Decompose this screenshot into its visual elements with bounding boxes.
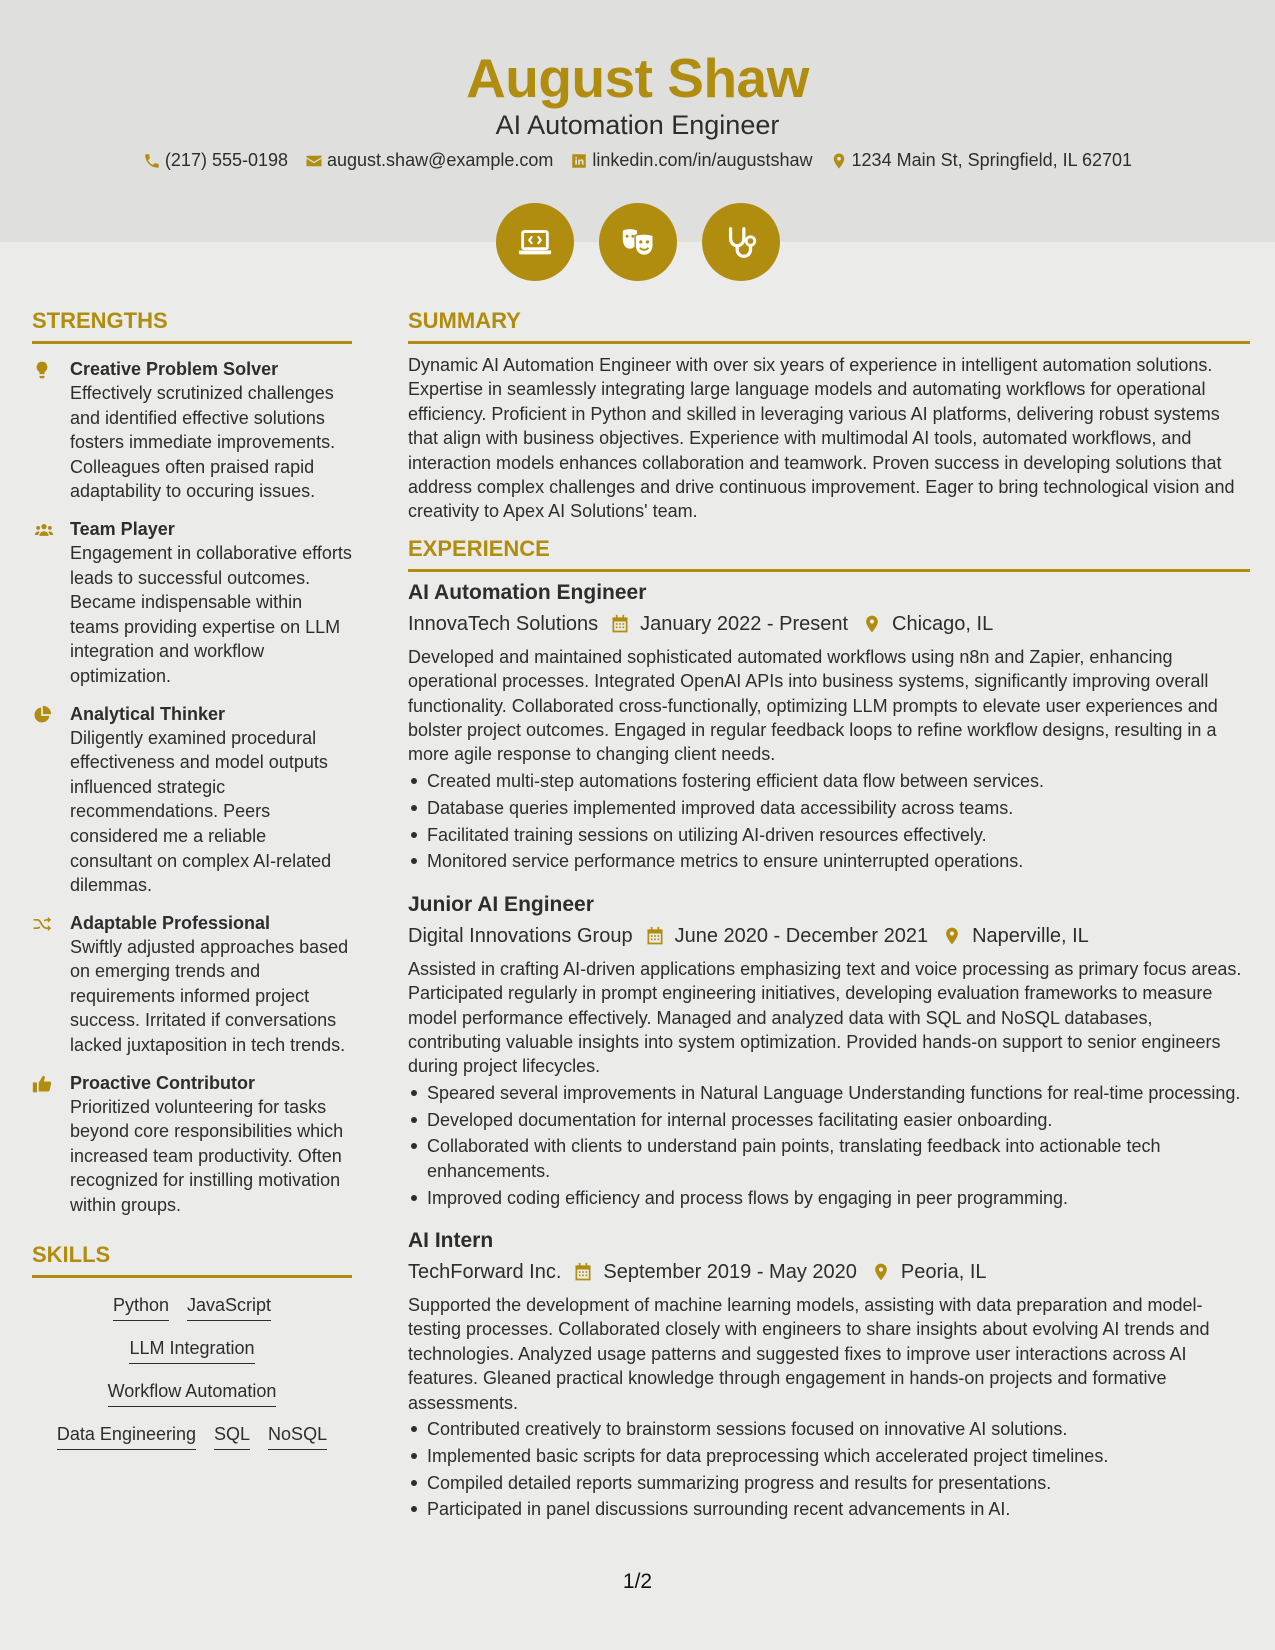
skill-tag: Workflow Automation [108, 1379, 277, 1407]
job-description: Supported the development of machine learning models, assisting with data preparation and model-testing processes. Collaborated closely with engineers to share insights about evolving AI trends and technologies. Analyzed usage patterns and suggested fixes to improve user interactions across AI features. Gleaned practical knowledge through engagement in hands-on projects and formative assessments. [408, 1294, 1210, 1413]
pie-chart-icon [32, 705, 52, 725]
bullet-item: Speared several improvements in Natural Language Understanding functions for real-time processing. [408, 1081, 1250, 1105]
skill-tag: Data Engineering [57, 1422, 196, 1450]
bullet-item: Contributed creatively to brainstorm sessions focused on innovative AI solutions. [408, 1417, 1250, 1441]
skill-tag: JavaScript [187, 1293, 271, 1321]
skills-row [32, 1293, 352, 1321]
contact-bar [0, 150, 1275, 171]
job-company: InnovaTech Solutions [408, 612, 599, 635]
map-marker-icon [871, 1262, 891, 1282]
job-bullets [408, 769, 1250, 874]
job-dates: January 2022 - Present [640, 612, 849, 635]
strength-item [32, 357, 352, 504]
job-company: TechForward Inc. [408, 1260, 562, 1283]
right-column [408, 308, 1250, 1522]
laptop-code-icon [516, 223, 554, 261]
strength-desc: Effectively scrutinized challenges and identified effective solutions fosters immediate improvements. Colleagues often praised rapid adaptability to occuring issues. [70, 383, 336, 502]
strength-title: Proactive Contributor [70, 1072, 256, 1093]
job-meta [408, 1257, 1250, 1287]
page-number: 1/2 [622, 1570, 653, 1593]
candidate-name: August Shaw [466, 47, 809, 109]
strength-item [32, 1071, 352, 1218]
phone-text: (217) 555-0198 [164, 150, 289, 170]
address-text: 1234 Main St, Springfield, IL 62701 [851, 150, 1133, 170]
job-location: Chicago, IL [892, 612, 994, 635]
stethoscope-icon [722, 223, 760, 261]
strength-item [32, 911, 352, 1058]
left-column [32, 308, 352, 1450]
calendar-icon [645, 926, 665, 946]
bullet-item: Database queries implemented improved data accessibility across teams. [408, 796, 1250, 820]
interest-icons [0, 203, 1275, 281]
job-entry [408, 1226, 1250, 1522]
strength-desc: Swiftly adjusted approaches based on emerging trends and requirements informed project success. Irritated if conversations lacked juxtaposition in tech trends. [70, 936, 349, 1056]
bullet-item: Created multi-step automations fostering efficient data flow between services. [408, 769, 1250, 793]
job-company: Digital Innovations Group [408, 924, 633, 947]
summary-heading: SUMMARY [408, 308, 1250, 344]
linkedin-icon [570, 152, 588, 170]
bullet-item: Participated in panel discussions surrounding recent advancements in AI. [408, 1497, 1250, 1521]
skills-row [32, 1336, 352, 1364]
email-text[interactable]: august.shaw@example.com [327, 150, 554, 170]
strength-title: Team Player [70, 518, 175, 539]
bullet-item: Compiled detailed reports summarizing progress and results for presentations. [408, 1471, 1250, 1495]
skills-row [32, 1379, 352, 1407]
job-location: Naperville, IL [972, 924, 1089, 947]
experience-heading: EXPERIENCE [408, 536, 1250, 572]
map-marker-icon [942, 926, 962, 946]
users-icon [32, 520, 56, 540]
job-entry [408, 890, 1250, 1210]
strength-desc: Engagement in collaborative efforts leads to successful outcomes. Became indispensable within teams providing expertise on LLM integration and workflow optimization. [70, 542, 352, 686]
shuffle-icon [32, 914, 52, 934]
bullet-item: Improved coding efficiency and process flows by engaging in peer programming. [408, 1186, 1250, 1210]
bullet-item: Implemented basic scripts for data preprocessing which accelerated project timelines. [408, 1444, 1250, 1468]
calendar-icon [573, 1262, 593, 1282]
strength-title: Adaptable Professional [70, 912, 271, 933]
bullet-item: Developed documentation for internal processes facilitating easier onboarding. [408, 1108, 1250, 1132]
skills-row [32, 1422, 352, 1450]
candidate-role: AI Automation Engineer [495, 110, 780, 140]
contact-email[interactable] [305, 150, 553, 171]
skill-tag: LLM Integration [129, 1336, 254, 1364]
strength-item [32, 702, 352, 898]
job-dates: September 2019 - May 2020 [603, 1260, 857, 1283]
job-title: AI Intern [408, 1228, 494, 1252]
skill-tag: SQL [214, 1422, 250, 1450]
phone-icon [143, 152, 161, 170]
map-marker-icon [862, 614, 882, 634]
strengths-heading: STRENGTHS [32, 308, 352, 344]
envelope-icon [305, 152, 323, 170]
strength-title: Analytical Thinker [70, 703, 226, 724]
bullet-item: Facilitated training sessions on utilizing AI-driven resources effectively. [408, 823, 1250, 847]
job-entry [408, 578, 1250, 874]
contact-linkedin[interactable] [570, 150, 812, 171]
calendar-icon [610, 614, 630, 634]
strength-desc: Prioritized volunteering for tasks beyond core responsibilities which increased team productivity. Often recognized for instilling motivation within groups. [70, 1096, 344, 1216]
lightbulb-icon [32, 360, 52, 380]
summary-text: Dynamic AI Automation Engineer with over six years of experience in intelligent automation solutions. Expertise in seamlessly integrating large language models and automating workflows for operational efficiency. Proficient in Python and skilled in leveraging various AI platforms, delivering robust systems that align with business objectives. Experience with multimodal AI tools, automated workflows, and interaction models enhances collaboration and teamwork. Proven success in developing solutions that address complex challenges and drive continuous improvement. Eager to bring technological vision and creativity to Apex AI Solutions' team. [408, 355, 1235, 522]
job-title: AI Automation Engineer [408, 580, 647, 604]
job-bullets [408, 1417, 1250, 1522]
stethoscope-badge [702, 203, 780, 281]
job-title: Junior AI Engineer [408, 892, 594, 916]
map-marker-icon [830, 152, 848, 170]
thumbs-up-icon [32, 1074, 52, 1094]
bullet-item: Monitored service performance metrics to ensure uninterrupted operations. [408, 849, 1250, 873]
job-description: Developed and maintained sophisticated automated workflows using n8n and Zapier, enhancing operational processes. Integrated OpenAI APIs into business systems, significantly improving overall functionality. Collaborated cross-functionally, optimizing LLM prompts to elevate user experiences and bolster project outcomes. Engaged in regular feedback loops to refine workflow designs, resulting in a more agile response to changing client needs. [408, 646, 1218, 765]
contact-phone [143, 150, 288, 171]
linkedin-text[interactable]: linkedin.com/in/augustshaw [592, 150, 813, 170]
job-dates: June 2020 - December 2021 [674, 924, 929, 947]
job-description: Assisted in crafting AI-driven applications emphasizing text and voice processing as primary focus areas. Participated regularly in prompt engineering initiatives, developing evaluation frameworks to measure model performance effectively. Managed and analyzed data with SQL and NoSQL databases, contributing valuable insights into system optimization. Provided hands-on support to senior engineers during project lifecycles. [408, 958, 1242, 1077]
theater-masks-icon [619, 223, 657, 261]
laptop-code-badge [496, 203, 574, 281]
job-bullets [408, 1081, 1250, 1210]
strength-item [32, 517, 352, 689]
theater-masks-badge [599, 203, 677, 281]
skill-tag: Python [113, 1293, 169, 1321]
bullet-item: Collaborated with clients to understand pain points, translating feedback into actionable tech enhancements. [408, 1134, 1250, 1183]
job-meta [408, 921, 1250, 951]
skills-heading: SKILLS [32, 1242, 352, 1278]
strength-title: Creative Problem Solver [70, 359, 279, 379]
job-location: Peoria, IL [900, 1260, 987, 1283]
strength-desc: Diligently examined procedural effectiveness and model outputs influenced strategic recommendations. Peers considered me a reliable consultant on complex AI-related dilemmas. [70, 727, 332, 896]
contact-address [830, 150, 1133, 171]
job-meta [408, 609, 1250, 639]
skill-tag: NoSQL [268, 1422, 327, 1450]
